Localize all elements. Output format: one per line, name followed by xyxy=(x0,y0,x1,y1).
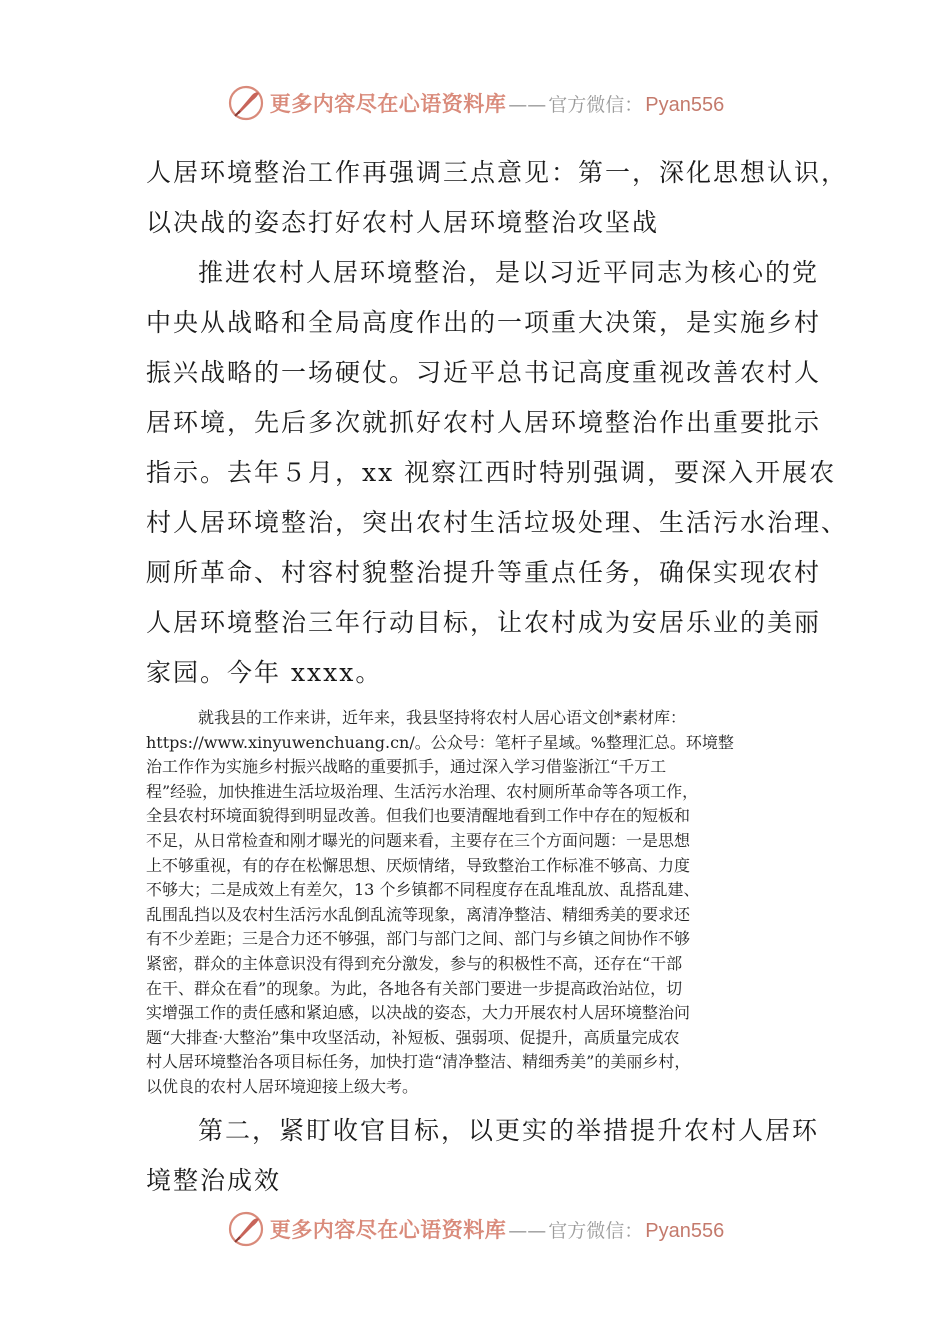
paragraph-line: 乱围乱挡以及农村生活污水乱倒乱流等现象，离清净整洁、精细秀美的要求还 xyxy=(146,904,691,924)
footer-banner xyxy=(0,1204,950,1254)
banner-wechat-id: Pyan556 xyxy=(645,1220,725,1242)
banner-title: 更多内容尽在心语资料库 xyxy=(269,91,507,116)
heading-line: 第二，紧盯收官目标，以更实的举措提升农村人居环 xyxy=(198,1115,820,1145)
paragraph-line: 居环境，先后多次就抓好农村人居环境整治作出重要批示 xyxy=(146,408,822,437)
paragraph-line: 家园。今年 xxxx。 xyxy=(146,658,383,687)
paragraph-line: 村人居环境整治各项目标任务，加快打造“清净整洁、精细秀美”的美丽乡村， xyxy=(146,1052,691,1072)
banner-wechat-id: Pyan556 xyxy=(645,94,725,116)
document-body xyxy=(146,148,849,1206)
paragraph-line: 紧密，群众的主体意识没有得到充分激发，参与的积极性不高，还存在“干部 xyxy=(146,953,683,973)
header-banner xyxy=(0,78,950,128)
banner-wechat-label: 官方微信： xyxy=(548,1220,644,1242)
pen-feather-logo-icon xyxy=(226,83,266,123)
paragraph-line: 程”经验，加快推进生活垃圾治理、生活污水治理、农村厕所革命等各项工作， xyxy=(146,781,699,801)
heading-line: 人居环境整治工作再强调三点意见：第一，深化思想认识， xyxy=(146,158,849,187)
paragraph-line: 实增强工作的责任感和紧迫感，以决战的姿态，大力开展农村人居环境整治问 xyxy=(146,1003,691,1023)
paragraph-line: 不足，从日常检查和刚才曝光的问题来看，主要存在三个方面问题：一是思想 xyxy=(146,830,691,850)
paragraph-line: 指示。去年５月，xx 视察江西时特别强调，要深入开展农 xyxy=(146,458,837,487)
paragraph-line: 治工作作为实施乡村振兴战略的重要抓手，通过深入学习借鉴浙江“千万工 xyxy=(146,757,667,777)
paragraph-2 xyxy=(146,706,810,1100)
paragraph-line: https://www.xinyuwenchuang.cn/。公众号：笔杆子星域。%整理汇总。环境整 xyxy=(146,732,734,752)
paragraph-line: 不够大；二是成效上有差欠，13 个乡镇都不同程度存在乱堆乱放、乱搭乱建、 xyxy=(146,880,700,900)
paragraph-line: 振兴战略的一场硬仗。习近平总书记高度重视改善农村人 xyxy=(146,358,822,387)
pen-feather-logo-icon xyxy=(226,1209,266,1249)
paragraph-line: 以优良的农村人居环境迎接上级大考。 xyxy=(146,1076,419,1096)
paragraph-1 xyxy=(146,248,849,698)
paragraph-line: 有不少差距；三是合力还不够强，部门与部门之间、部门与乡镇之间协作不够 xyxy=(146,929,691,949)
paragraph-line: 厕所革命、村容村貌整治提升等重点任务，确保实现农村 xyxy=(146,558,822,587)
paragraph-line: 就我县的工作来讲，近年来，我县坚持将农村人居心语文创*素材库： xyxy=(198,708,687,727)
paragraph-line: 题“大排查·大整治”集中攻坚活动，补短板、强弱项、促提升，高质量完成农 xyxy=(146,1027,680,1047)
paragraph-line: 推进农村人居环境整治，是以习近平同志为核心的党 xyxy=(198,258,820,287)
banner-wechat-label: 官方微信： xyxy=(548,94,644,116)
paragraph-line: 在干、群众在看”的现象。为此，各地各有关部门要进一步提高政治站位，切 xyxy=(146,978,683,998)
paragraph-line: 村人居环境整治，突出农村生活垃圾处理、生活污水治理、 xyxy=(146,508,849,537)
heading-line: 以决战的姿态打好农村人居环境整治攻坚战 xyxy=(146,208,660,237)
paragraph-line: 上不够重视，有的存在松懈思想、厌烦情绪，导致整治工作标准不够高、力度 xyxy=(146,855,691,875)
paragraph-line: 中央从战略和全局高度作出的一项重大决策，是实施乡村 xyxy=(146,308,822,337)
banner-dash: —— xyxy=(508,94,547,116)
banner-dash: —— xyxy=(508,1220,547,1242)
paragraph-line: 全县农村环境面貌得到明显改善。但我们也要清醒地看到工作中存在的短板和 xyxy=(146,806,691,826)
heading-line: 境整治成效 xyxy=(146,1165,282,1195)
section-heading-2 xyxy=(146,1106,820,1206)
paragraph-line: 人居环境整治三年行动目标，让农村成为安居乐业的美丽 xyxy=(146,608,822,637)
banner-title: 更多内容尽在心语资料库 xyxy=(269,1217,507,1242)
